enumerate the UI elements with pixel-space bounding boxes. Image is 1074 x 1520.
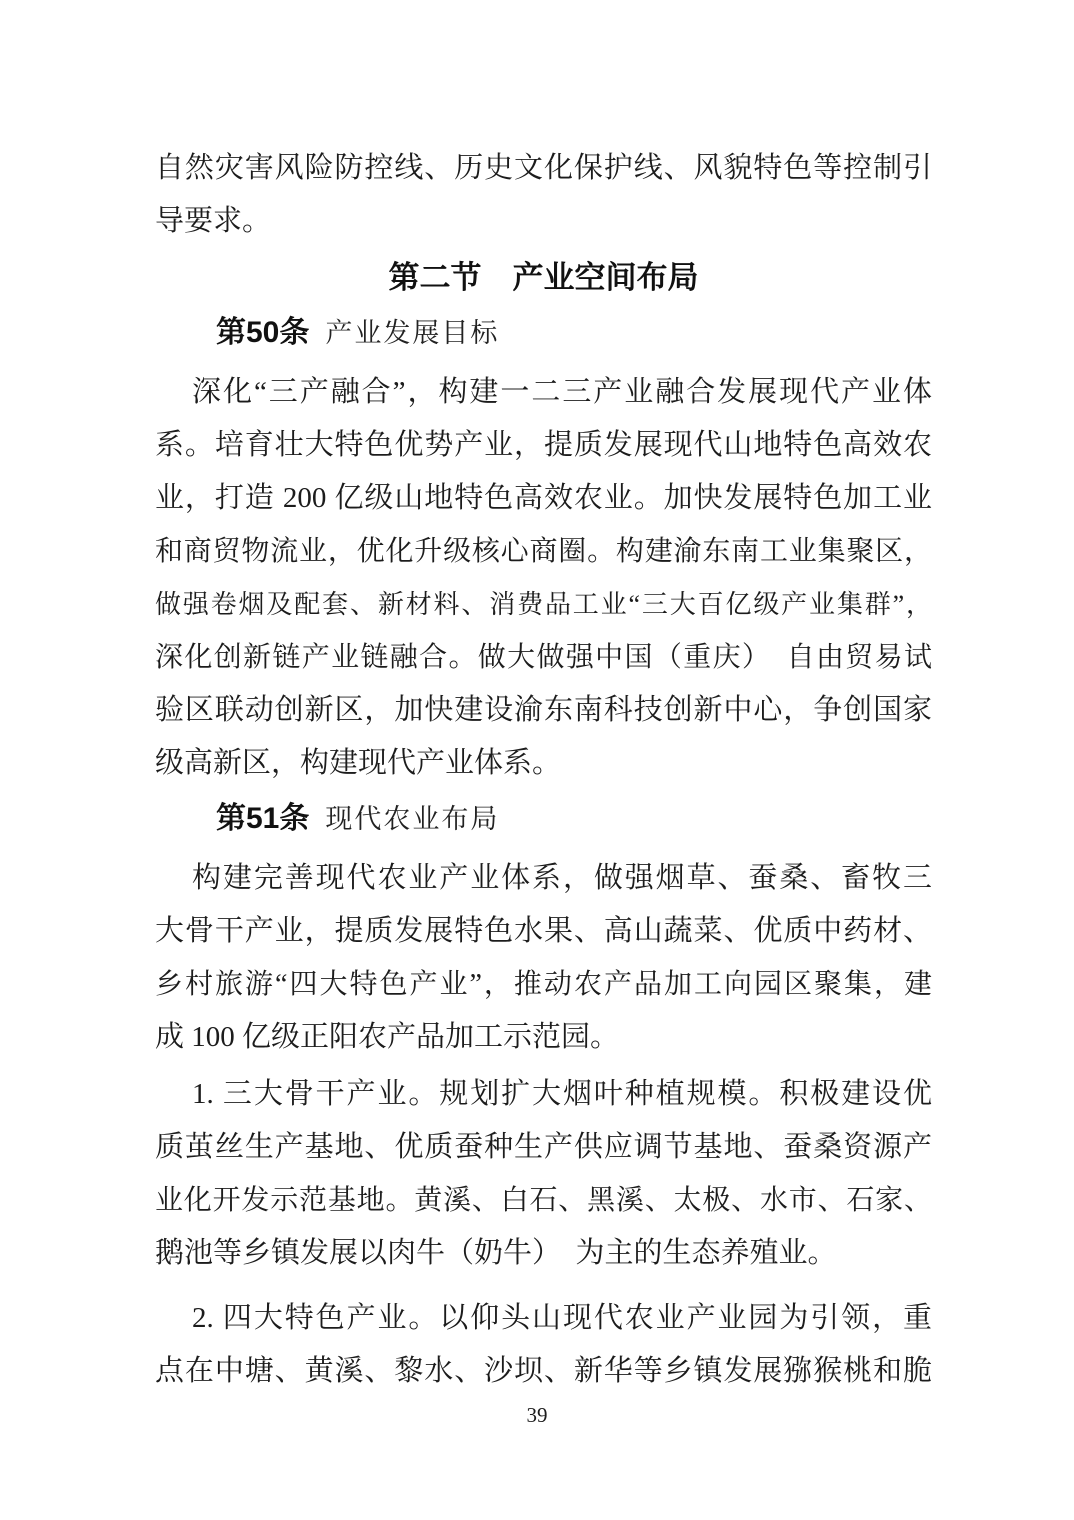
paragraph xyxy=(155,852,932,1064)
text-line: 做强卷烟及配套、新材料、消费品工业“三大百亿级产业集群”， xyxy=(155,590,932,619)
article-number: 第51条 xyxy=(216,802,310,835)
text-line: 自然灾害风险防控线、历史文化保护线、风貌特色等控制引 xyxy=(155,152,932,184)
text-line: 构建完善现代农业产业体系，做强烟草、蚕桑、畜牧三 xyxy=(192,862,932,894)
article-heading xyxy=(155,306,932,364)
text-line: 点在中塘、黄溪、黎水、沙坝、新华等乡镇发展猕猴桃和脆 xyxy=(155,1355,932,1387)
text-line: 导要求。 xyxy=(155,205,272,237)
text-line: 乡村旅游“四大特色产业”，推动农产品加工向园区聚集，建 xyxy=(155,969,932,1000)
text-line: 业，打造 200 亿级山地特色高效农业。加快发展特色加工业 xyxy=(155,482,932,514)
text-line: 深化创新链产业链融合。做大做强中国（重庆） 自由贸易试 xyxy=(155,642,932,673)
text-line: 深化“三产融合”，构建一二三产业融合发展现代产业体 xyxy=(192,376,932,408)
text-line: 业化开发示范基地。黄溪、白石、黑溪、太极、水市、石家、 xyxy=(155,1185,932,1216)
section-number: 第二节 xyxy=(388,260,482,295)
text-line: 成 100 亿级正阳农产品加工示范园。 xyxy=(155,1021,620,1053)
page-body xyxy=(155,140,932,1398)
article-heading xyxy=(155,792,932,850)
article-title: 现代农业布局 xyxy=(325,804,500,834)
text-line: 级高新区，构建现代产业体系。 xyxy=(155,747,562,779)
text-line: 质茧丝生产基地、优质蚕种生产供应调节基地、蚕桑资源产 xyxy=(155,1131,932,1163)
text-line: 2. 四大特色产业。以仰头山现代农业产业园为引领，重 xyxy=(192,1302,932,1334)
section-heading xyxy=(155,251,932,304)
article-number: 第50条 xyxy=(216,316,310,349)
text-line: 和商贸物流业，优化升级核心商圈。构建渝东南工业集聚区， xyxy=(155,536,932,567)
article-title: 产业发展目标 xyxy=(325,318,500,348)
text-line: 鹅池等乡镇发展以肉牛（奶牛） 为主的生态养殖业。 xyxy=(155,1237,837,1269)
section-title: 产业空间布局 xyxy=(512,260,699,295)
paragraph xyxy=(155,366,932,790)
text-line: 系。培育壮大特色优势产业，提质发展现代山地特色高效农 xyxy=(155,429,932,461)
text-line: 大骨干产业，提质发展特色水果、高山蔬菜、优质中药材、 xyxy=(155,915,932,947)
paragraph xyxy=(155,1292,932,1398)
text-line: 验区联动创新区，加快建设渝东南科技创新中心，争创国家 xyxy=(155,694,932,726)
text-line: 1. 三大骨干产业。规划扩大烟叶种植规模。积极建设优 xyxy=(192,1078,932,1110)
page-number: 39 xyxy=(526,1403,548,1427)
paragraph xyxy=(155,1068,932,1280)
paragraph xyxy=(155,142,932,248)
